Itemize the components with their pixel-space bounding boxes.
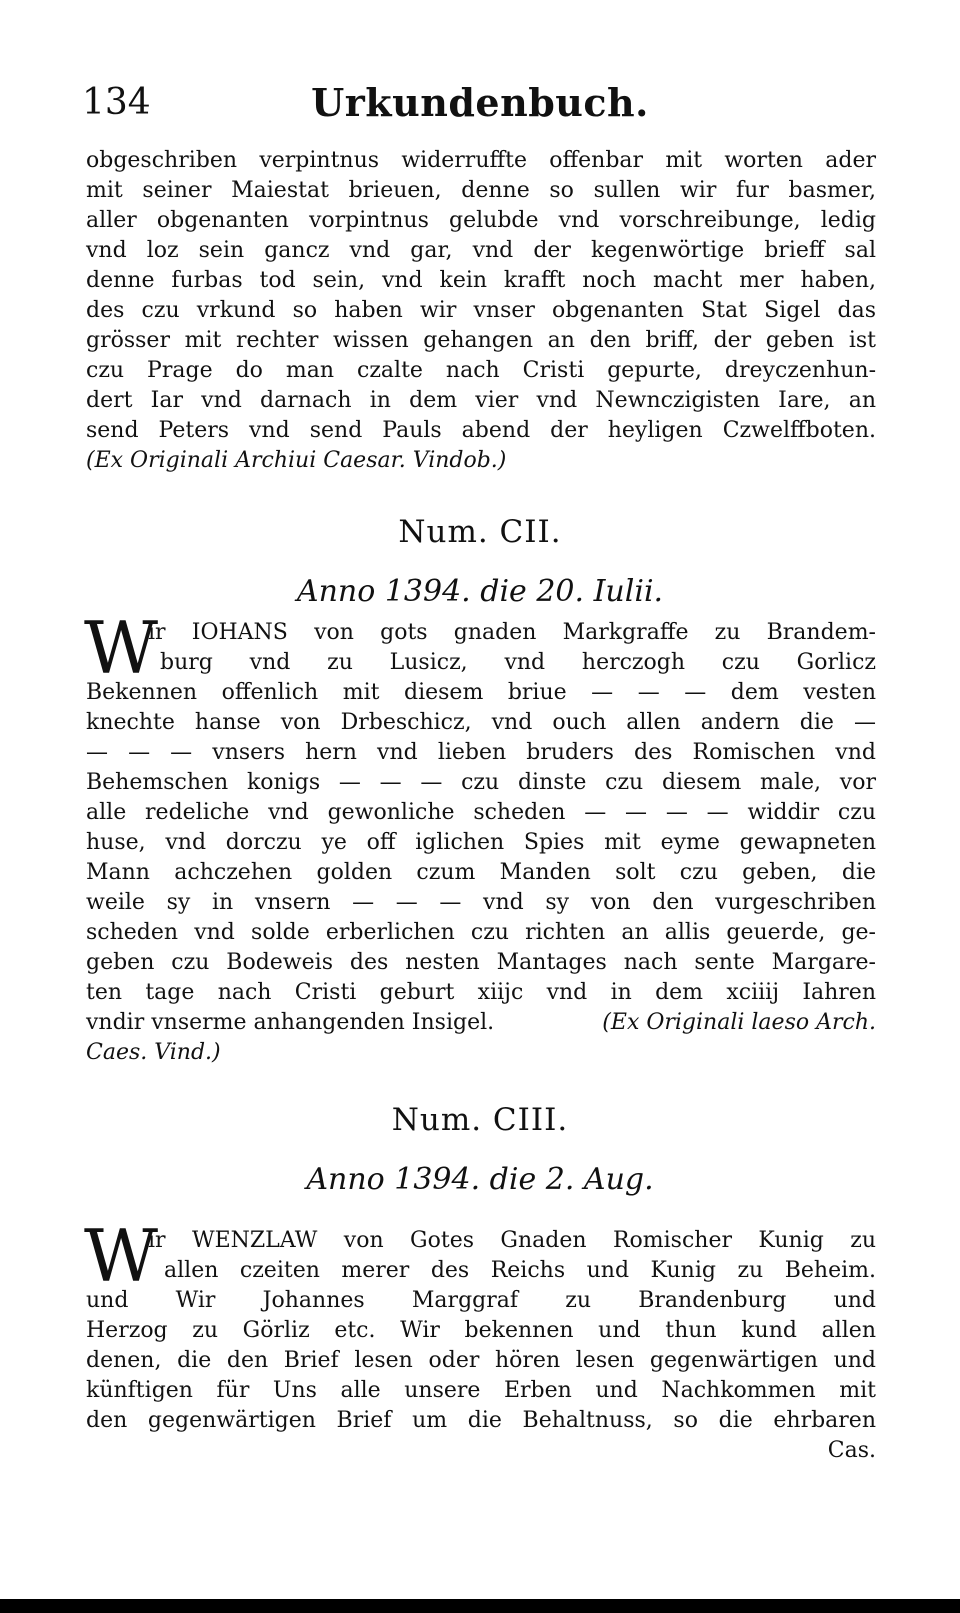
text-line: czu Prage do man czalte nach Cristi gepurte, dreyczenhun-: [86, 358, 876, 383]
text-line: allen czeiten merer des Reichs und Kunig zu Beheim.: [164, 1258, 876, 1283]
section-number-heading: Num. CIII.: [391, 1102, 569, 1138]
text-line: ir IOHANS von gots gnaden Markgraffe zu Brandem-: [148, 620, 876, 645]
section-number-heading: Num. CII.: [398, 514, 562, 550]
text-line: obgeschriben verpintnus widerruffte offenbar mit worten ader: [86, 148, 876, 173]
text-line: ir WENZLAW von Gotes Gnaden Romischer Kunig zu: [148, 1228, 876, 1253]
source-citation: (Ex Originali laeso Arch.: [602, 1010, 876, 1035]
page-bottom-edge: [0, 1599, 960, 1613]
text-line: grösser mit rechter wissen gehangen an den briff, der geben ist: [86, 328, 876, 353]
text-line: dert Iar vnd darnach in dem vier vnd Newnczigisten Iare, an: [86, 388, 876, 413]
date-heading: Anno 1394. die 20. Iulii.: [296, 574, 664, 609]
text-line: geben czu Bodeweis des nesten Mantages nach sente Margare-: [86, 950, 876, 975]
text-line: weile sy in vnsern — — — vnd sy von den vurgeschriben: [86, 890, 876, 915]
text-line: denen, die den Brief lesen oder hören lesen gegenwärtigen und: [86, 1348, 876, 1373]
text-line: — — — vnsers hern vnd lieben bruders des Romischen vnd: [86, 740, 876, 765]
text-line: scheden vnd solde erberlichen czu richten an allis geuerde, ge-: [86, 920, 876, 945]
text-line: mit seiner Maiestat brieuen, denne so sullen wir fur basmer,: [86, 178, 876, 203]
text-line: alle redeliche vnd gewonliche scheden — — — — widdir czu: [86, 800, 876, 825]
drop-cap: W: [84, 606, 159, 690]
drop-cap: W: [84, 1214, 159, 1298]
text-line: und Wir Johannes Marggraf zu Brandenburg und: [86, 1288, 876, 1313]
text-line: Mann achczehen golden czum Manden solt czu geben, die: [86, 860, 876, 885]
text-line: knechte hanse von Drbeschicz, vnd ouch allen andern die —: [86, 710, 876, 735]
text-line: den gegenwärtigen Brief um die Behaltnuss, so die ehrbaren: [86, 1408, 876, 1433]
text-line: des czu vrkund so haben wir vnser obgenanten Stat Sigel das: [86, 298, 876, 323]
text-line: aller obgenanten vorpintnus gelubde vnd vorschreibunge, ledig: [86, 208, 876, 233]
text-line: vndir vnserme anhangenden Insigel.: [86, 1010, 495, 1035]
page-number: 134: [82, 82, 151, 123]
text-line: send Peters vnd send Pauls abend der heyligen Czwelffboten.: [86, 418, 876, 443]
text-line: ten tage nach Cristi geburt xiijc vnd in dem xciiij Iahren: [86, 980, 876, 1005]
running-title: Urkundenbuch.: [311, 80, 649, 125]
text-line: Herzog zu Görliz etc. Wir bekennen und thun kund allen: [86, 1318, 876, 1343]
catchword: Cas.: [827, 1438, 876, 1463]
text-line: künftigen für Uns alle unsere Erben und Nachkommen mit: [86, 1378, 876, 1403]
page-header: [70, 78, 890, 128]
source-citation: (Ex Originali Archiui Caesar. Vindob.): [86, 448, 507, 473]
text-line: vnd loz sein gancz vnd gar, vnd der kegenwörtige brieff sal: [86, 238, 876, 263]
source-citation: Caes. Vind.): [86, 1040, 221, 1065]
text-line: burg vnd zu Lusicz, vnd herczogh czu Gorlicz: [160, 650, 876, 675]
text-line: Behemschen konigs — — — czu dinste czu diesem male, vor: [86, 770, 876, 795]
text-line: Bekennen offenlich mit diesem briue — — — dem vesten: [86, 680, 876, 705]
text-line: denne furbas tod sein, vnd kein krafft noch macht mer haben,: [86, 268, 876, 293]
date-heading: Anno 1394. die 2. Aug.: [306, 1162, 654, 1197]
text-line: huse, vnd dorczu ye off iglichen Spies mit eyme gewapneten: [86, 830, 876, 855]
